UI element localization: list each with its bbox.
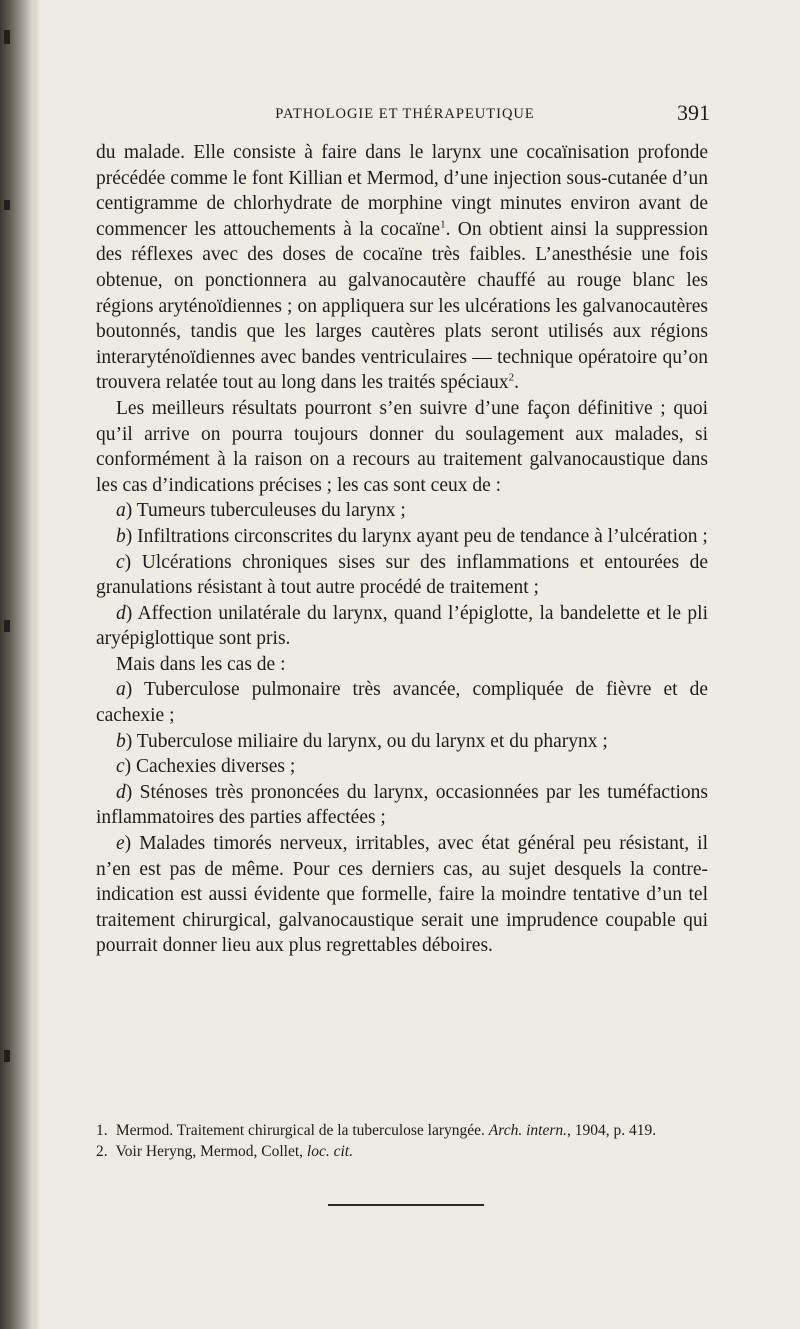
binding-mark <box>4 30 10 44</box>
footnote: 2. Voir Heryng, Mermod, Collet, loc. cit. <box>96 1142 353 1160</box>
list-item: a) Tuberculose pulmonaire très avancée, compliquée de fièvre et de cachexie ; <box>96 679 708 727</box>
page-edge <box>34 0 40 1329</box>
binding-mark <box>4 620 10 632</box>
list-item: d) Sténoses très prononcées du larynx, occasionnées par les tuméfactions inflammatoires des parties affectées ; <box>96 781 708 829</box>
binding-mark <box>4 200 10 210</box>
list-item: b) Infiltrations circonscrites du larynx ayant peu de tendance à l’ulcération ; <box>116 525 708 547</box>
paragraph: Mais dans les cas de : <box>116 653 286 675</box>
footnotes <box>96 1121 708 1162</box>
body-text <box>96 140 708 959</box>
list-item: a) Tumeurs tuberculeuses du larynx ; <box>116 500 406 522</box>
paragraph: du malade. Elle consiste à faire dans le larynx une cocaïnisation profonde précédée comme le font Killian et Mermod, d’une injection sous-cutanée d’un centigramme de chlorhydrate de morphine vingt minutes environ avant de commencer les attouchements à la cocaïne$^1$. On obtient ainsi la suppression des réflexes avec des doses de cocaïne très faibles. L’anesthésie une fois obtenue, on ponctionnera au galvanocautère chauffé au rouge blanc les régions aryténoïdiennes ; on appliquera sur les ulcérations les galvanocautères boutonnés, tandis que les larges cautères plats seront utilisés aux régions interaryténoïdiennes avec bandes ventriculaires — technique opératoire qu’on trouvera relatée tout au long dans les traités spéciaux$^2$. <box>96 142 708 394</box>
list-item: e) Malades timorés nerveux, irritables, avec état général peu résistant, il n’en est pas de même. Pour ces derniers cas, au sujet desquels la contre-indication est aussi évidente que formelle, faire la moindre tentative d’un tel traitement chirurgical, galvanocaustique serait une imprudence coupable qui pourrait donner lieu aux plus regrettables déboires. <box>96 833 708 957</box>
end-rule <box>328 1204 484 1206</box>
list-item: c) Cachexies diverses ; <box>116 756 296 778</box>
list-item: c) Ulcérations chroniques sises sur des inflammations et entourées de granulations résistant à tout autre procédé de traitement ; <box>96 551 708 599</box>
binding-mark <box>4 1050 10 1062</box>
page-number: 391 <box>677 100 710 125</box>
footnote: 1. Mermod. Traitement chirurgical de la tuberculose laryngée. Arch. intern., 1904, p. 419. <box>96 1122 657 1139</box>
page-header <box>96 100 710 130</box>
footnote-ref: 2 <box>508 371 515 384</box>
footnote-ref: 1 <box>440 218 446 231</box>
list-item: b) Tuberculose miliaire du larynx, ou du larynx et du pharynx ; <box>116 730 608 752</box>
running-head: PATHOLOGIE ET THÉRAPEUTIQUE <box>275 106 535 122</box>
list-item: d) Affection unilatérale du larynx, quand l’épiglotte, la bandelette et le pli aryépiglottique sont pris. <box>96 602 708 650</box>
paragraph: Les meilleurs résultats pourront s’en suivre d’une façon définitive ; quoi qu’il arrive on pourra toujours donner du soulagement aux malades, si conformément à la raison on a recours au traitement galvanocaustique dans les cas d’indications précises ; les cas sont ceux de : <box>96 397 708 496</box>
